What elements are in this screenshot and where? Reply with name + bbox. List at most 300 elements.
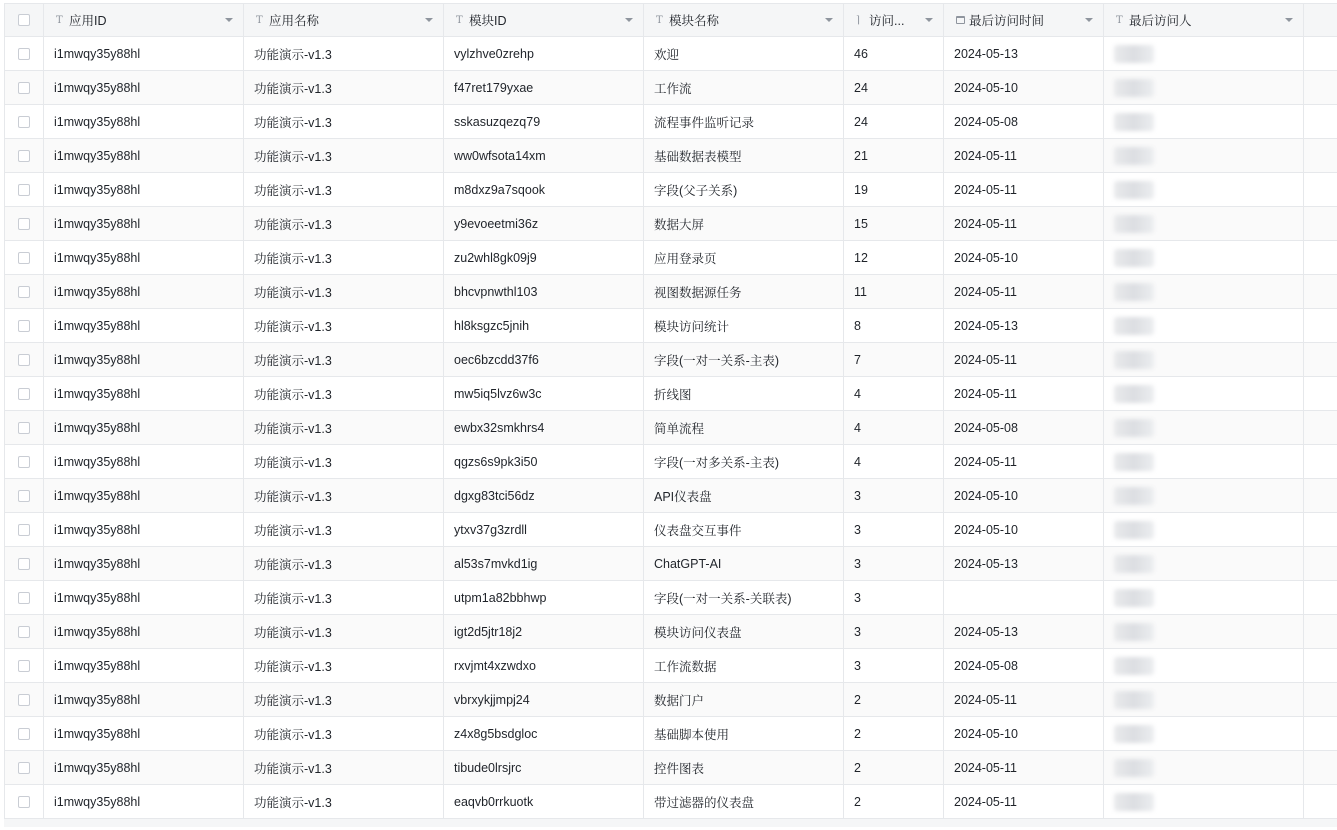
chevron-down-icon[interactable] [1085, 18, 1093, 22]
redacted-username [1114, 113, 1154, 131]
text-type-icon: T [256, 14, 263, 26]
cell-module-id[interactable]: qgzs6s9pk3i50 [444, 445, 644, 478]
row-select-cell [4, 717, 44, 750]
cell-module-name[interactable]: 欢迎 [644, 37, 844, 70]
redacted-username [1114, 521, 1154, 539]
row-filler [1304, 309, 1337, 342]
cell-visits[interactable]: 3 [844, 479, 944, 512]
cell-app-id[interactable]: i1mwqy35y88hl [44, 105, 244, 138]
table-row[interactable] [4, 71, 1337, 105]
row-filler [1304, 377, 1337, 410]
cell-app-id[interactable]: i1mwqy35y88hl [44, 547, 244, 580]
cell-last-visitor[interactable] [1104, 37, 1304, 70]
row-checkbox[interactable] [18, 626, 30, 638]
row-filler [1304, 785, 1337, 818]
cell-last-visitor[interactable] [1104, 513, 1304, 546]
row-checkbox[interactable] [18, 728, 30, 740]
cell-module-name[interactable]: 简单流程 [644, 411, 844, 444]
calendar-icon [956, 16, 965, 24]
row-filler [1304, 71, 1337, 104]
cell-module-id[interactable]: vylzhve0zrehp [444, 37, 644, 70]
cell-module-id[interactable]: hl8ksgzc5jnih [444, 309, 644, 342]
cell-module-id[interactable]: bhcvpnwthl103 [444, 275, 644, 308]
cell-last-visit-time[interactable]: 2024-05-11 [944, 275, 1104, 308]
cell-module-name[interactable]: 视图数据源任务 [644, 275, 844, 308]
cell-visits[interactable]: 2 [844, 785, 944, 818]
row-checkbox[interactable] [18, 320, 30, 332]
cell-last-visitor[interactable] [1104, 241, 1304, 274]
cell-module-id[interactable]: igt2d5jtr18j2 [444, 615, 644, 648]
cell-app-name[interactable]: 功能演示-v1.3 [244, 581, 444, 614]
cell-last-visit-time[interactable]: 2024-05-10 [944, 71, 1104, 104]
row-select-cell [4, 207, 44, 240]
cell-last-visitor[interactable] [1104, 683, 1304, 716]
cell-visits[interactable]: 3 [844, 615, 944, 648]
row-select-cell [4, 71, 44, 104]
column-header-module-id[interactable] [444, 4, 644, 36]
cell-app-id[interactable]: i1mwqy35y88hl [44, 581, 244, 614]
table-row[interactable] [4, 241, 1337, 275]
cell-visits[interactable]: 3 [844, 513, 944, 546]
row-checkbox[interactable] [18, 184, 30, 196]
row-select-cell [4, 139, 44, 172]
cell-last-visit-time[interactable]: 2024-05-11 [944, 683, 1104, 716]
column-header-app-id[interactable] [44, 4, 244, 36]
redacted-username [1114, 249, 1154, 267]
cell-app-name[interactable]: 功能演示-v1.3 [244, 105, 444, 138]
cell-last-visit-time[interactable]: 2024-05-11 [944, 445, 1104, 478]
select-all-checkbox[interactable] [18, 14, 30, 26]
table-row[interactable] [4, 411, 1337, 445]
cell-last-visit-time[interactable]: 2024-05-13 [944, 37, 1104, 70]
row-filler [1304, 479, 1337, 512]
row-checkbox[interactable] [18, 286, 30, 298]
cell-app-id[interactable]: i1mwqy35y88hl [44, 445, 244, 478]
cell-app-id[interactable]: i1mwqy35y88hl [44, 309, 244, 342]
cell-visits[interactable]: 11 [844, 275, 944, 308]
cell-visits[interactable]: 4 [844, 411, 944, 444]
cell-module-id[interactable]: tibude0lrsjrc [444, 751, 644, 784]
row-select-cell [4, 785, 44, 818]
table-row[interactable] [4, 717, 1337, 751]
chevron-down-icon[interactable] [1285, 18, 1293, 22]
cell-last-visit-time[interactable] [944, 581, 1104, 614]
cell-module-name[interactable]: 数据门户 [644, 683, 844, 716]
cell-visits[interactable]: 3 [844, 581, 944, 614]
cell-app-id[interactable]: i1mwqy35y88hl [44, 649, 244, 682]
table-row[interactable] [4, 615, 1337, 649]
redacted-username [1114, 215, 1154, 233]
row-select-cell [4, 105, 44, 138]
redacted-username [1114, 283, 1154, 301]
redacted-username [1114, 725, 1154, 743]
table-footer [4, 819, 1337, 827]
cell-last-visitor[interactable] [1104, 751, 1304, 784]
cell-app-name[interactable]: 功能演示-v1.3 [244, 411, 444, 444]
cell-module-id[interactable]: oec6bzcdd37f6 [444, 343, 644, 376]
cell-last-visit-time[interactable]: 2024-05-10 [944, 479, 1104, 512]
chevron-down-icon[interactable] [825, 18, 833, 22]
cell-visits[interactable]: 4 [844, 377, 944, 410]
cell-last-visitor[interactable] [1104, 411, 1304, 444]
cell-module-id[interactable]: y9evoeetmi36z [444, 207, 644, 240]
table-row[interactable] [4, 751, 1337, 785]
redacted-username [1114, 351, 1154, 369]
redacted-username [1114, 181, 1154, 199]
cell-app-id[interactable]: i1mwqy35y88hl [44, 751, 244, 784]
column-label: 应用名称 [269, 14, 320, 28]
cell-visits[interactable]: 2 [844, 717, 944, 750]
row-select-cell [4, 37, 44, 70]
redacted-username [1114, 487, 1154, 505]
row-select-cell [4, 479, 44, 512]
cell-app-name[interactable]: 功能演示-v1.3 [244, 241, 444, 274]
table-row[interactable] [4, 309, 1337, 343]
cell-app-name[interactable]: 功能演示-v1.3 [244, 683, 444, 716]
cell-module-name[interactable]: 折线图 [644, 377, 844, 410]
cell-module-name[interactable]: 工作流 [644, 71, 844, 104]
row-filler [1304, 683, 1337, 716]
redacted-username [1114, 45, 1154, 63]
cell-last-visitor[interactable] [1104, 785, 1304, 818]
cell-app-name[interactable]: 功能演示-v1.3 [244, 173, 444, 206]
cell-module-id[interactable]: eaqvb0rrkuotk [444, 785, 644, 818]
row-checkbox[interactable] [18, 524, 30, 536]
cell-module-name[interactable]: 模块访问统计 [644, 309, 844, 342]
cell-last-visit-time[interactable]: 2024-05-10 [944, 513, 1104, 546]
cell-last-visitor[interactable] [1104, 615, 1304, 648]
cell-visits[interactable]: 8 [844, 309, 944, 342]
redacted-username [1114, 147, 1154, 165]
row-checkbox[interactable] [18, 796, 30, 808]
table-row[interactable] [4, 343, 1337, 377]
row-checkbox[interactable] [18, 490, 30, 502]
cell-last-visitor[interactable] [1104, 377, 1304, 410]
row-checkbox[interactable] [18, 694, 30, 706]
row-filler [1304, 173, 1337, 206]
cell-module-name[interactable]: 基础脚本使用 [644, 717, 844, 750]
table-row[interactable] [4, 445, 1337, 479]
cell-visits[interactable]: 3 [844, 649, 944, 682]
table-row[interactable] [4, 513, 1337, 547]
cell-module-id[interactable]: al53s7mvkd1ig [444, 547, 644, 580]
cell-app-name[interactable]: 功能演示-v1.3 [244, 37, 444, 70]
row-filler [1304, 343, 1337, 376]
cell-last-visitor[interactable] [1104, 207, 1304, 240]
cell-last-visitor[interactable] [1104, 139, 1304, 172]
row-select-cell [4, 581, 44, 614]
row-checkbox[interactable] [18, 456, 30, 468]
column-header-visits[interactable] [844, 4, 944, 36]
cell-last-visitor[interactable] [1104, 581, 1304, 614]
redacted-username [1114, 691, 1154, 709]
table-row[interactable] [4, 105, 1337, 139]
cell-module-id[interactable]: zu2whl8gk09j9 [444, 241, 644, 274]
cell-last-visit-time[interactable]: 2024-05-11 [944, 751, 1104, 784]
cell-module-id[interactable]: ww0wfsota14xm [444, 139, 644, 172]
cell-module-name[interactable]: 应用登录页 [644, 241, 844, 274]
cell-visits[interactable]: 24 [844, 71, 944, 104]
cell-last-visitor[interactable] [1104, 71, 1304, 104]
cell-module-id[interactable]: rxvjmt4xzwdxo [444, 649, 644, 682]
row-filler [1304, 207, 1337, 240]
cell-app-name[interactable]: 功能演示-v1.3 [244, 785, 444, 818]
cell-last-visitor[interactable] [1104, 309, 1304, 342]
cell-module-name[interactable]: 字段(一对一关系-关联表) [644, 581, 844, 614]
cell-module-name[interactable]: 字段(一对一关系-主表) [644, 343, 844, 376]
table-row[interactable] [4, 377, 1337, 411]
cell-app-name[interactable]: 功能演示-v1.3 [244, 513, 444, 546]
redacted-username [1114, 793, 1154, 811]
redacted-username [1114, 79, 1154, 97]
row-select-cell [4, 309, 44, 342]
cell-last-visitor[interactable] [1104, 105, 1304, 138]
cell-last-visit-time[interactable]: 2024-05-11 [944, 139, 1104, 172]
cell-module-id[interactable]: ewbx32smkhrs4 [444, 411, 644, 444]
header-filler [1304, 4, 1337, 36]
cell-visits[interactable]: 15 [844, 207, 944, 240]
cell-last-visit-time[interactable]: 2024-05-11 [944, 343, 1104, 376]
column-header-app-name[interactable] [244, 4, 444, 36]
table-row[interactable] [4, 479, 1337, 513]
cell-module-name[interactable]: 基础数据表模型 [644, 139, 844, 172]
table-row[interactable] [4, 139, 1337, 173]
redacted-username [1114, 555, 1154, 573]
row-checkbox[interactable] [18, 660, 30, 672]
row-checkbox[interactable] [18, 592, 30, 604]
row-checkbox[interactable] [18, 116, 30, 128]
row-select-cell [4, 683, 44, 716]
cell-app-name[interactable]: 功能演示-v1.3 [244, 649, 444, 682]
cell-app-name[interactable]: 功能演示-v1.3 [244, 615, 444, 648]
cell-module-id[interactable]: m8dxz9a7sqook [444, 173, 644, 206]
cell-module-id[interactable]: dgxg83tci56dz [444, 479, 644, 512]
cell-app-id[interactable]: i1mwqy35y88hl [44, 717, 244, 750]
cell-app-name[interactable]: 功能演示-v1.3 [244, 275, 444, 308]
row-checkbox[interactable] [18, 388, 30, 400]
cell-module-id[interactable]: vbrxykjjmpj24 [444, 683, 644, 716]
cell-last-visit-time[interactable]: 2024-05-08 [944, 411, 1104, 444]
cell-last-visitor[interactable] [1104, 717, 1304, 750]
cell-last-visitor[interactable] [1104, 173, 1304, 206]
cell-visits[interactable]: 2 [844, 683, 944, 716]
cell-last-visit-time[interactable]: 2024-05-13 [944, 615, 1104, 648]
column-header-module-name[interactable] [644, 4, 844, 36]
cell-module-name[interactable]: 带过滤器的仪表盘 [644, 785, 844, 818]
cell-app-id[interactable]: i1mwqy35y88hl [44, 411, 244, 444]
row-checkbox[interactable] [18, 422, 30, 434]
row-select-cell [4, 411, 44, 444]
cell-visits[interactable]: 7 [844, 343, 944, 376]
cell-module-id[interactable]: ytxv37g3zrdll [444, 513, 644, 546]
table-row[interactable] [4, 785, 1337, 819]
table-row[interactable] [4, 37, 1337, 71]
cell-visits[interactable]: 19 [844, 173, 944, 206]
cell-last-visit-time[interactable]: 2024-05-11 [944, 207, 1104, 240]
cell-last-visitor[interactable] [1104, 275, 1304, 308]
cell-last-visit-time[interactable]: 2024-05-11 [944, 785, 1104, 818]
cell-visits[interactable]: 12 [844, 241, 944, 274]
text-type-icon: T [656, 14, 663, 26]
data-table [4, 3, 1337, 827]
redacted-username [1114, 759, 1154, 777]
cell-app-id[interactable]: i1mwqy35y88hl [44, 615, 244, 648]
row-select-cell [4, 241, 44, 274]
cell-last-visit-time[interactable]: 2024-05-10 [944, 717, 1104, 750]
cell-last-visitor[interactable] [1104, 479, 1304, 512]
cell-app-name[interactable]: 功能演示-v1.3 [244, 139, 444, 172]
cell-last-visit-time[interactable]: 2024-05-13 [944, 309, 1104, 342]
redacted-username [1114, 657, 1154, 675]
row-checkbox[interactable] [18, 354, 30, 366]
table-row[interactable] [4, 547, 1337, 581]
cell-app-id[interactable]: i1mwqy35y88hl [44, 173, 244, 206]
cell-last-visitor[interactable] [1104, 547, 1304, 580]
cell-module-name[interactable]: 字段(一对多关系-主表) [644, 445, 844, 478]
row-select-cell [4, 513, 44, 546]
row-filler [1304, 445, 1337, 478]
cell-module-name[interactable]: API仪表盘 [644, 479, 844, 512]
cell-app-id[interactable]: i1mwqy35y88hl [44, 37, 244, 70]
text-type-icon: T [56, 14, 63, 26]
chevron-down-icon[interactable] [225, 18, 233, 22]
cell-app-name[interactable]: 功能演示-v1.3 [244, 71, 444, 104]
row-checkbox[interactable] [18, 82, 30, 94]
cell-module-id[interactable]: utpm1a82bbhwp [444, 581, 644, 614]
cell-last-visit-time[interactable]: 2024-05-08 [944, 649, 1104, 682]
row-filler [1304, 275, 1337, 308]
row-filler [1304, 717, 1337, 750]
cell-module-id[interactable]: sskasuzqezq79 [444, 105, 644, 138]
cell-last-visitor[interactable] [1104, 343, 1304, 376]
table-row[interactable] [4, 173, 1337, 207]
column-header-last-visitor[interactable] [1104, 4, 1304, 36]
column-label: 访问... [869, 14, 905, 28]
row-filler [1304, 513, 1337, 546]
select-all-cell [4, 4, 44, 36]
cell-app-id[interactable]: i1mwqy35y88hl [44, 377, 244, 410]
cell-app-id[interactable]: i1mwqy35y88hl [44, 139, 244, 172]
cell-visits[interactable]: 24 [844, 105, 944, 138]
cell-last-visitor[interactable] [1104, 649, 1304, 682]
cell-module-name[interactable]: 工作流数据 [644, 649, 844, 682]
cell-module-name[interactable]: 流程事件监听记录 [644, 105, 844, 138]
cell-app-name[interactable]: 功能演示-v1.3 [244, 751, 444, 784]
row-select-cell [4, 547, 44, 580]
row-checkbox[interactable] [18, 252, 30, 264]
column-label: 模块名称 [669, 14, 720, 28]
table-header [4, 3, 1337, 37]
row-select-cell [4, 615, 44, 648]
column-label: 最后访问时间 [969, 14, 1045, 28]
row-select-cell [4, 649, 44, 682]
redacted-username [1114, 589, 1154, 607]
table-row[interactable] [4, 649, 1337, 683]
cell-last-visit-time[interactable]: 2024-05-11 [944, 377, 1104, 410]
column-label: 最后访问人 [1129, 14, 1192, 28]
cell-app-name[interactable]: 功能演示-v1.3 [244, 717, 444, 750]
cell-visits[interactable]: 2 [844, 751, 944, 784]
row-filler [1304, 139, 1337, 172]
cell-app-name[interactable]: 功能演示-v1.3 [244, 377, 444, 410]
row-filler [1304, 411, 1337, 444]
table-row[interactable] [4, 275, 1337, 309]
text-type-icon: T [1116, 14, 1123, 26]
cell-visits[interactable]: 3 [844, 547, 944, 580]
cell-last-visit-time[interactable]: 2024-05-13 [944, 547, 1104, 580]
row-select-cell [4, 343, 44, 376]
column-header-last-visit-time[interactable] [944, 4, 1104, 36]
cell-module-name[interactable]: 控件图表 [644, 751, 844, 784]
cell-module-name[interactable]: 字段(父子关系) [644, 173, 844, 206]
cell-app-name[interactable]: 功能演示-v1.3 [244, 547, 444, 580]
row-checkbox[interactable] [18, 150, 30, 162]
row-select-cell [4, 445, 44, 478]
cell-module-name[interactable]: 模块访问仪表盘 [644, 615, 844, 648]
cell-app-id[interactable]: i1mwqy35y88hl [44, 785, 244, 818]
cell-module-name[interactable]: ChatGPT-AI [644, 547, 844, 580]
cell-visits[interactable]: 46 [844, 37, 944, 70]
cell-app-name[interactable]: 功能演示-v1.3 [244, 309, 444, 342]
cell-last-visit-time[interactable]: 2024-05-08 [944, 105, 1104, 138]
cell-app-name[interactable]: 功能演示-v1.3 [244, 445, 444, 478]
row-checkbox[interactable] [18, 218, 30, 230]
cell-app-id[interactable]: i1mwqy35y88hl [44, 683, 244, 716]
cell-module-id[interactable]: mw5iq5lvz6w3c [444, 377, 644, 410]
chevron-down-icon[interactable] [425, 18, 433, 22]
row-filler [1304, 37, 1337, 70]
cell-app-id[interactable]: i1mwqy35y88hl [44, 275, 244, 308]
table-row[interactable] [4, 683, 1337, 717]
cell-app-name[interactable]: 功能演示-v1.3 [244, 479, 444, 512]
redacted-username [1114, 623, 1154, 641]
cell-app-id[interactable]: i1mwqy35y88hl [44, 241, 244, 274]
cell-app-id[interactable]: i1mwqy35y88hl [44, 479, 244, 512]
cell-app-name[interactable]: 功能演示-v1.3 [244, 343, 444, 376]
cell-module-id[interactable]: f47ret179yxae [444, 71, 644, 104]
cell-module-id[interactable]: z4x8g5bsdgloc [444, 717, 644, 750]
row-filler [1304, 751, 1337, 784]
cell-app-id[interactable]: i1mwqy35y88hl [44, 343, 244, 376]
cell-module-name[interactable]: 仪表盘交互事件 [644, 513, 844, 546]
redacted-username [1114, 419, 1154, 437]
cell-visits[interactable]: 4 [844, 445, 944, 478]
cell-last-visit-time[interactable]: 2024-05-11 [944, 173, 1104, 206]
table-row[interactable] [4, 581, 1337, 615]
table-row[interactable] [4, 207, 1337, 241]
cell-app-id[interactable]: i1mwqy35y88hl [44, 513, 244, 546]
cell-last-visit-time[interactable]: 2024-05-10 [944, 241, 1104, 274]
cell-visits[interactable]: 21 [844, 139, 944, 172]
chevron-down-icon[interactable] [925, 18, 933, 22]
cell-app-id[interactable]: i1mwqy35y88hl [44, 71, 244, 104]
cell-app-id[interactable]: i1mwqy35y88hl [44, 207, 244, 240]
table-body [4, 37, 1337, 819]
number-type-icon: ⌉ [856, 14, 860, 26]
redacted-username [1114, 317, 1154, 335]
column-label: 应用ID [69, 14, 107, 28]
row-select-cell [4, 275, 44, 308]
row-filler [1304, 615, 1337, 648]
cell-module-name[interactable]: 数据大屏 [644, 207, 844, 240]
row-checkbox[interactable] [18, 48, 30, 60]
column-label: 模块ID [469, 14, 507, 28]
row-checkbox[interactable] [18, 558, 30, 570]
cell-app-name[interactable]: 功能演示-v1.3 [244, 207, 444, 240]
cell-last-visitor[interactable] [1104, 445, 1304, 478]
chevron-down-icon[interactable] [625, 18, 633, 22]
row-checkbox[interactable] [18, 762, 30, 774]
